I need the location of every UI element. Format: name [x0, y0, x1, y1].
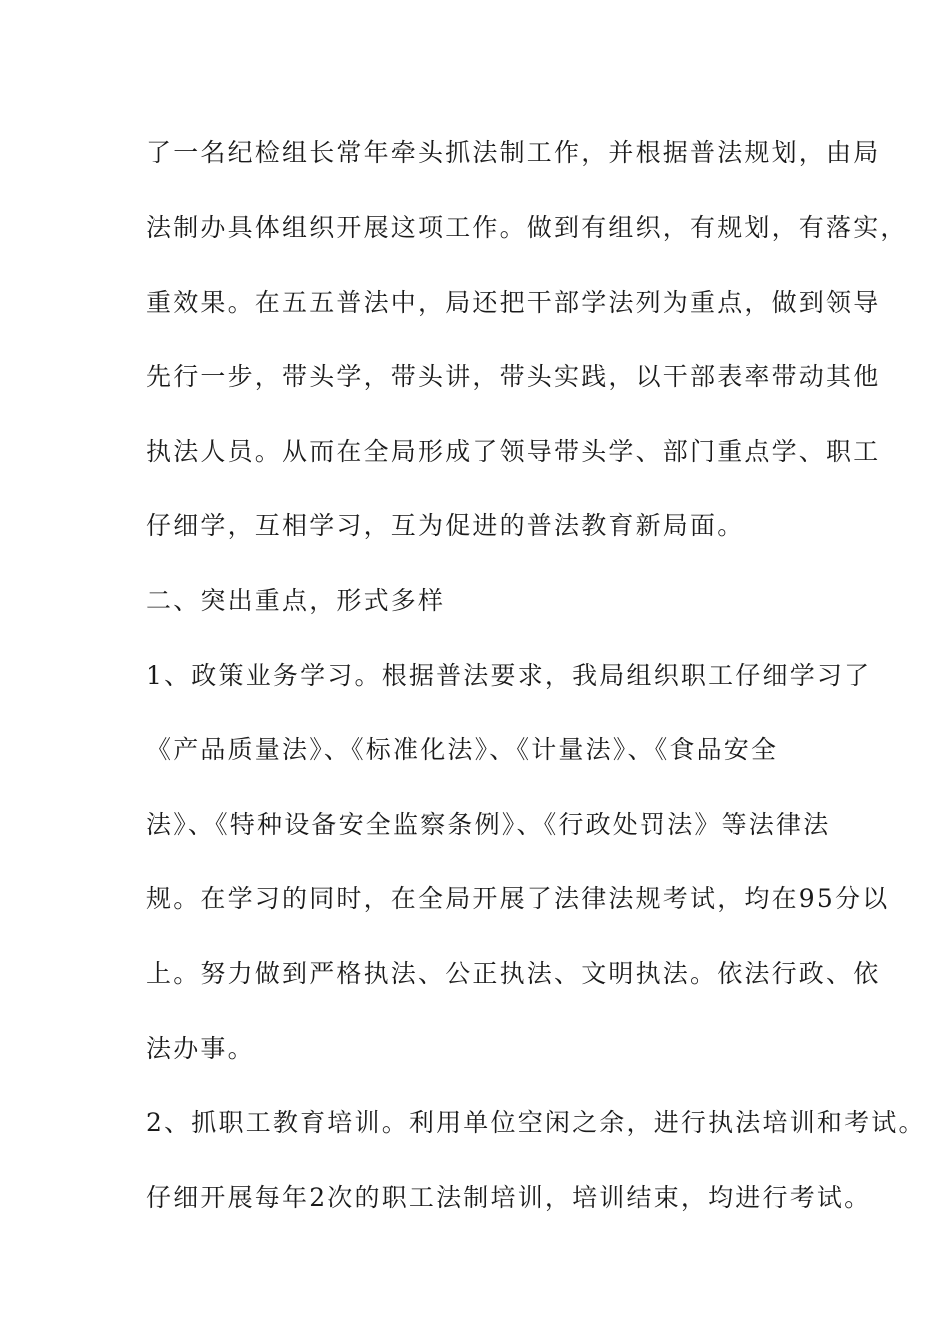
paragraph-line-11: 规。在学习的同时，在全局开展了法律法规考试，均在95分以: [146, 884, 890, 913]
paragraph-line-10: 法》、《特种设备安全监察条例》、《行政处罚法》等法律法: [146, 810, 831, 839]
paragraph-line-5: 执法人员。从而在全局形成了领导带头学、部门重点学、职工: [146, 437, 881, 466]
paragraph-line-3: 重效果。在五五普法中，局还把干部学法列为重点，做到领导: [146, 288, 881, 317]
paragraph-line-8: 1、政策业务学习。根据普法要求，我局组织职工仔细学习了: [146, 661, 872, 690]
paragraph-line-2: 法制办具体组织开展这项工作。做到有组织，有规划，有落实，: [146, 213, 908, 242]
paragraph-line-13: 法办事。: [146, 1034, 255, 1063]
paragraph-line-4: 先行一步，带头学，带头讲，带头实践，以干部表率带动其他: [146, 362, 881, 391]
paragraph-line-1: 了一名纪检组长常年牵头抓法制工作，并根据普法规划，由局: [146, 138, 881, 167]
paragraph-line-12: 上。努力做到严格执法、公正执法、文明执法。依法行政、依: [146, 959, 881, 988]
paragraph-line-6: 仔细学，互相学习，互为促进的普法教育新局面。: [146, 511, 745, 540]
paragraph-line-9: 《产品质量法》、《标准化法》、《计量法》、《食品安全: [146, 735, 779, 764]
paragraph-line-14: 2、抓职工教育培训。利用单位空闲之余，进行执法培训和考试。: [146, 1108, 926, 1137]
section-heading: 二、突出重点，形式多样: [146, 586, 446, 615]
paragraph-line-15: 仔细开展每年2次的职工法制培训，培训结束，均进行考试。: [146, 1183, 872, 1212]
